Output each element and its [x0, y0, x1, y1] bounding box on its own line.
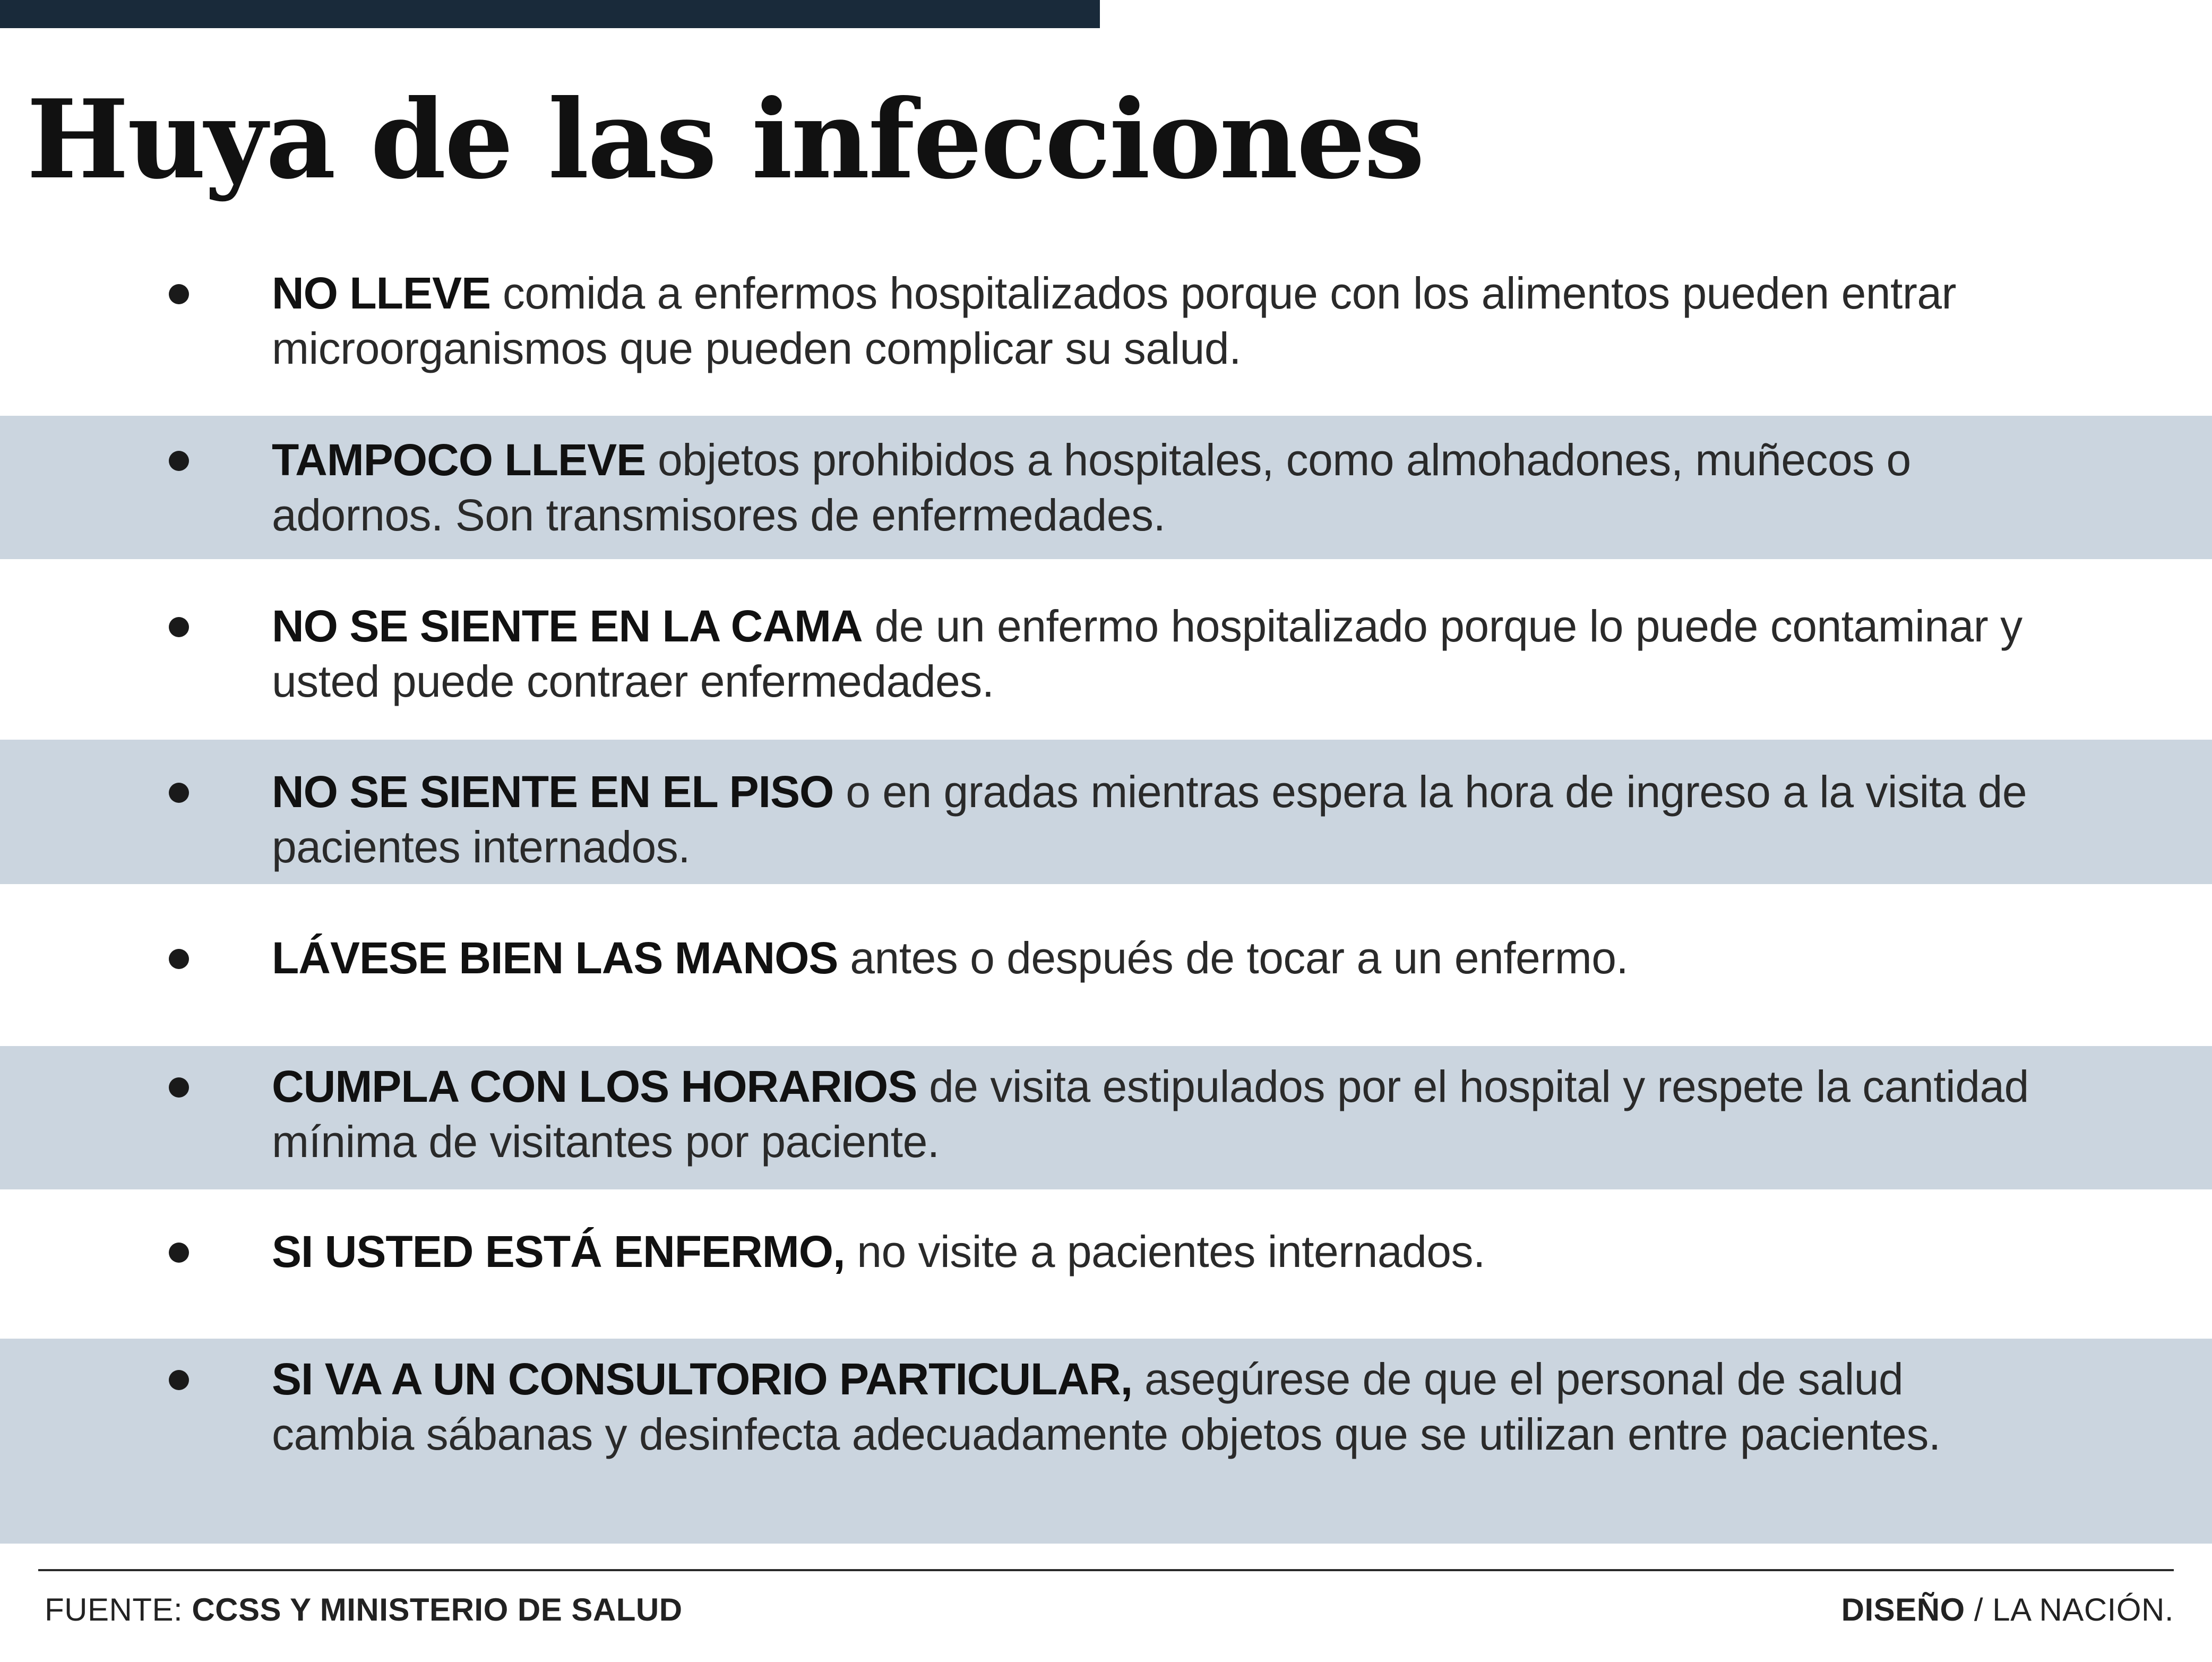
footer-divider: [38, 1569, 2174, 1571]
source-label: FUENTE:: [45, 1592, 192, 1627]
tip-body: comida a enfermos hospitalizados porque con los alimentos pueden entrar microorganismos que pueden complicar su salud.: [272, 268, 1957, 373]
bullet-icon: [169, 783, 189, 803]
design-label: DISEÑO: [1841, 1592, 1965, 1627]
bullet-icon: [169, 1077, 189, 1098]
tip-body: o en gradas mientras espera la hora de ingreso a la visita de pacientes internados.: [272, 767, 2027, 872]
tip-body: no visite a pacientes internados.: [845, 1227, 1485, 1277]
tip-heading: NO SE SIENTE EN LA CAMA: [272, 601, 863, 651]
tip-body: objetos prohibidos a hospitales, como almohadones, muñecos o adornos. Son transmisores de enfermedades.: [272, 435, 1911, 540]
tip-body: de un enfermo hospitalizado porque lo puede contaminar y usted puede contraer enfermedades.: [272, 601, 2022, 706]
design-value: LA NACIÓN.: [1992, 1592, 2174, 1627]
tip-heading: NO LLEVE: [272, 268, 491, 318]
design-separator: /: [1965, 1592, 1993, 1627]
tip-body: asegúrese de que el personal de salud cambia sábanas y desinfecta adecuadamente objetos que se utilizan entre pacientes.: [272, 1354, 1941, 1459]
bullet-icon: [169, 949, 189, 969]
bullet-icon: [169, 1370, 189, 1390]
top-accent-bar: [0, 0, 1100, 28]
tip-body: antes o después de tocar a un enfermo.: [838, 933, 1629, 983]
bullet-icon: [169, 451, 189, 471]
tip-heading: LÁVESE BIEN LAS MANOS: [272, 933, 838, 983]
tip-heading: SI USTED ESTÁ ENFERMO,: [272, 1227, 845, 1277]
tip-heading: NO SE SIENTE EN EL PISO: [272, 767, 834, 817]
source-value: CCSS Y MINISTERIO DE SALUD: [192, 1592, 683, 1627]
page-title: Huya de las infecciones: [27, 76, 1424, 203]
footer-credit: [1841, 1589, 2174, 1631]
tip-body: de visita estipulados por el hospital y respete la cantidad mínima de visitantes por paciente.: [272, 1061, 2029, 1167]
tip-heading: SI VA A UN CONSULTORIO PARTICULAR,: [272, 1354, 1133, 1404]
bullet-icon: [169, 617, 189, 637]
bullet-icon: [169, 284, 189, 304]
bullet-icon: [169, 1243, 189, 1263]
footer-source: [45, 1589, 683, 1631]
tip-heading: CUMPLA CON LOS HORARIOS: [272, 1061, 917, 1111]
tip-heading: TAMPOCO LLEVE: [272, 435, 646, 485]
